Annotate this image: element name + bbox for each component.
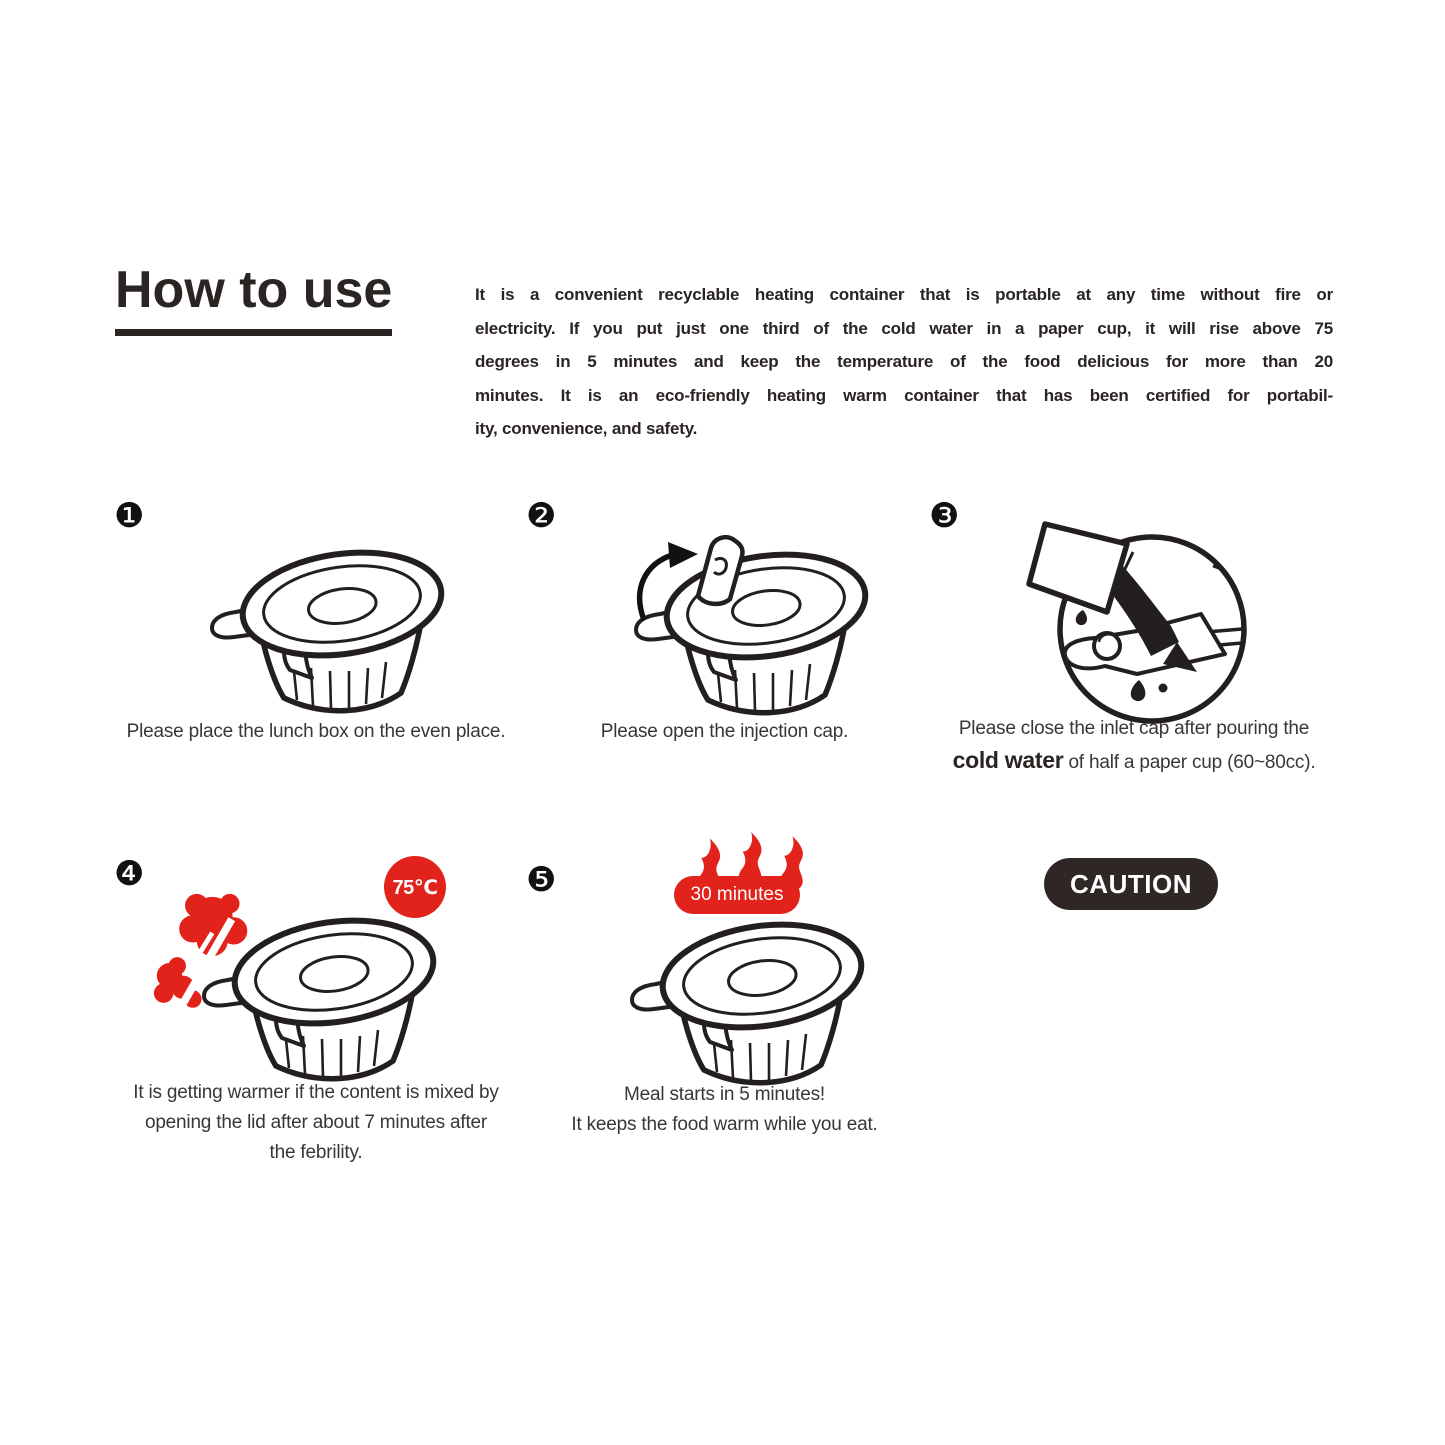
step-3-caption-line1: Please close the inlet cap after pouring the <box>958 718 1310 739</box>
lunchbox-illustration <box>190 532 450 722</box>
intro-line: It is a convenient recyclable heating container that is portable at any time without fire or <box>475 285 1333 304</box>
caution-item: · Box is the PP recycling products. <box>939 944 1315 969</box>
step-1 <box>110 498 522 798</box>
step-3-number-icon: ❸ <box>929 496 960 536</box>
page-title: How to use <box>115 262 392 336</box>
intro-line: degrees in 5 minutes and keep the temperature of the food delicious for more than 20 <box>475 352 1333 371</box>
caution-panel <box>930 890 1326 1185</box>
intro-line: ity, convenience, and safety. <box>475 419 698 438</box>
step-2-number-icon: ❷ <box>526 496 557 536</box>
intro-line: minutes. It is an eco-friendly heating warm container that has been certified for portabil- <box>475 385 1333 405</box>
step-5 <box>522 818 927 1148</box>
caution-title: CAUTION <box>1044 858 1218 910</box>
step-2-caption: Please open the injection cap. <box>600 721 849 742</box>
caution-box <box>930 856 1332 1185</box>
duration-badge: 30 minutes <box>674 876 800 914</box>
step-1-number-icon: ❶ <box>114 496 145 536</box>
open-cap-illustration <box>584 522 884 727</box>
caution-item: · Please process according to the waste disposal regulation after using. <box>939 1017 1315 1066</box>
step-4-caption: It is getting warmer if the content is mixed by opening the lid after about 7 minutes after the febrility. <box>133 1082 499 1163</box>
caution-item: · The content of heating element is the environ- mentally friendly material. <box>939 968 1315 1017</box>
intro-paragraph <box>475 278 1333 446</box>
caution-item: · Please discharge separately after meal. <box>939 919 1315 944</box>
step-2 <box>522 498 927 798</box>
intro-line: electricity. If you put just one third of the cold water in a paper cup, it will rise above 75 <box>475 318 1333 338</box>
step-3 <box>925 498 1343 798</box>
step-3-caption-line2: cold water of half a paper cup (60~80cc). <box>952 747 1316 773</box>
pouring-water-illustration <box>987 514 1297 729</box>
lunchbox-illustration <box>182 900 442 1090</box>
caution-list <box>939 919 1315 1189</box>
step-4-number-icon: ❹ <box>114 854 145 894</box>
cold-water-emphasis: cold water <box>952 747 1064 773</box>
step-5-caption: Meal starts in 5 minutes! It keeps the food warm while you eat. <box>571 1084 878 1135</box>
lunchbox-illustration <box>610 904 870 1094</box>
step-5-number-icon: ❺ <box>526 860 557 900</box>
paper-cup-icon <box>1029 524 1127 612</box>
step-1-caption: Please place the lunch box on the even place. <box>126 721 506 742</box>
step-4 <box>110 856 522 1176</box>
caution-item: · Please be careful so that the children may not touch or eat. <box>939 1066 1315 1115</box>
caution-item: · Please be careful for the burn as the hot steam is emitted toward the heated container and water inlet when the febrility is progressed. <box>939 1115 1315 1189</box>
temperature-badge: 75℃ <box>384 856 446 918</box>
